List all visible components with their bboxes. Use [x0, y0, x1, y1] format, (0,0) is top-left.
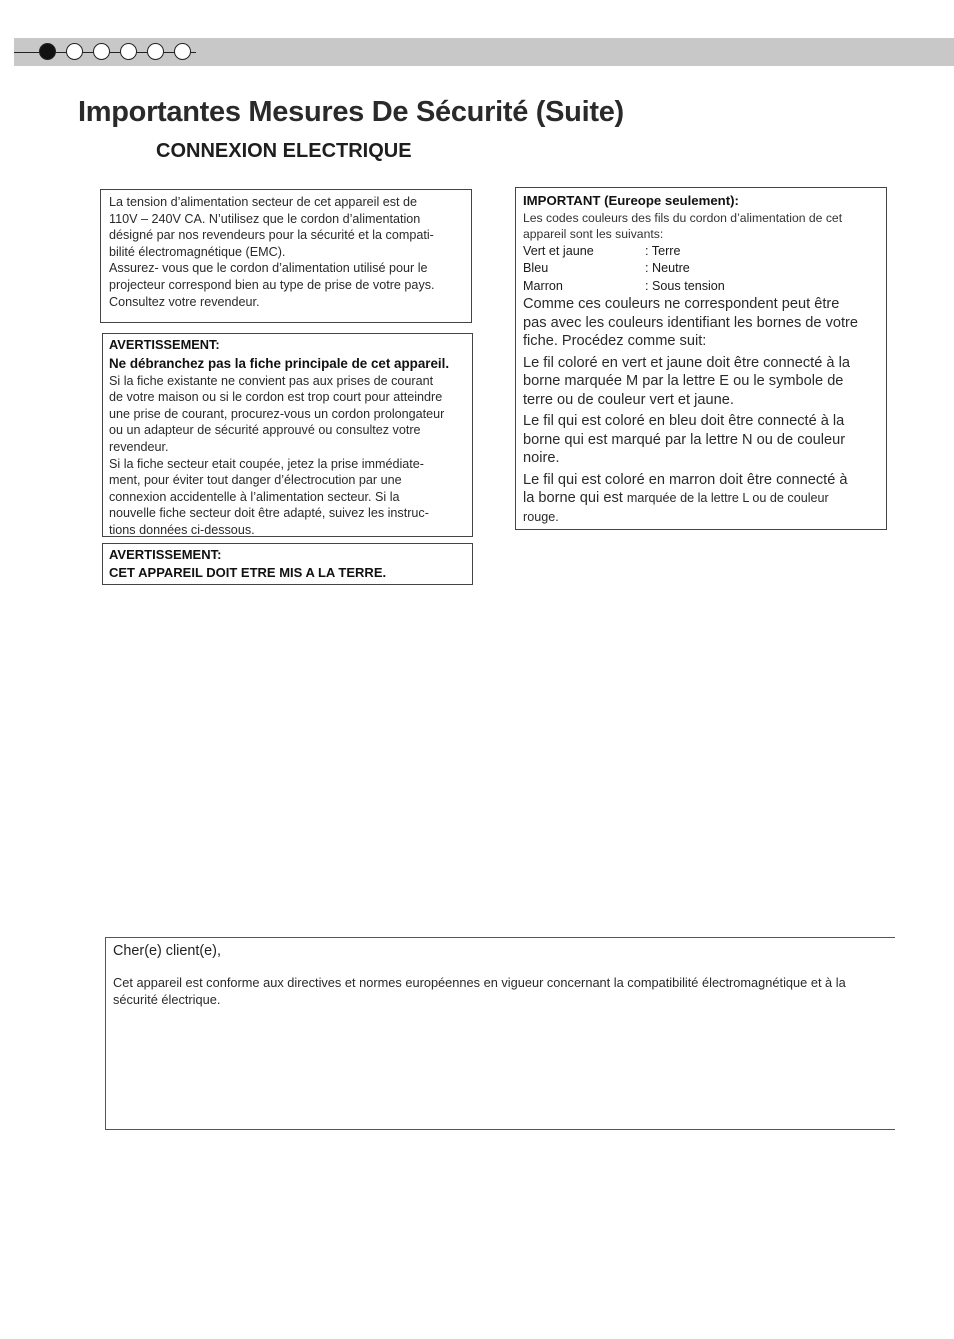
paragraph-fragment: la borne qui est: [523, 490, 627, 506]
warning-plug-line: Si la fiche existante ne convient pas aux prises de courant: [109, 373, 434, 388]
color-code-row: [523, 278, 879, 296]
warning-plug-title: AVERTISSEMENT:: [109, 337, 220, 352]
warning-earth-box: [102, 543, 473, 585]
warning-plug-line: une prise de courant, procurez-vous un cordon prolongateur: [109, 406, 445, 421]
mains-line: désigné par nos revendeurs pour la sécurité et la compati-: [109, 228, 434, 243]
paragraph-line: Comme ces couleurs ne correspondent peut être: [523, 296, 840, 312]
paragraph-line: fiche. Procédez comme suit:: [523, 333, 707, 349]
paragraph-line: Le fil qui est coloré en bleu doit être connecté à la: [523, 413, 845, 429]
paragraph-line: Le fil qui est coloré en marron doit être connecté à: [523, 471, 848, 488]
warning-plug-line: de votre maison ou si le cordon est trop court pour atteindre: [109, 390, 443, 405]
warning-plug-line: Si la fiche secteur etait coupée, jetez la prise immédiate-: [109, 456, 424, 471]
page-indicator-dot: [66, 43, 83, 60]
page-indicator-dot: [120, 43, 137, 60]
warning-plug-subtitle: Ne débranchez pas la fiche principale de cet appareil.: [109, 355, 450, 371]
mains-line: Consultez votre revendeur.: [109, 294, 260, 309]
color-code-meaning: : Neutre: [645, 261, 690, 275]
page-indicator-dot: [174, 43, 191, 60]
mains-voltage-box: [100, 189, 472, 323]
mains-line: La tension d’alimentation secteur de cet appareil est de: [109, 195, 418, 209]
paragraph-line: Le fil coloré en vert et jaune doit être connecté à la: [523, 354, 850, 371]
mains-line: 110V – 240V CA. N’utilisez que le cordon d’alimentation: [109, 211, 421, 226]
paragraph-line: borne marquée M par la lettre E ou le symbole de: [523, 373, 844, 389]
mains-line: projecteur correspond bien au type de prise de votre pays.: [109, 277, 435, 292]
color-code-meaning: : Sous tension: [645, 278, 725, 293]
warning-earth-text: CET APPAREIL DOIT ETRE MIS A LA TERRE.: [109, 564, 387, 580]
paragraph-line: pas avec les couleurs identifiant les bornes de votre: [523, 314, 859, 331]
color-code-row: [523, 243, 879, 261]
paragraph-line: rouge.: [523, 509, 559, 524]
page-indicator-dot: [93, 43, 110, 60]
dear-customer-box: [105, 937, 895, 1130]
paragraph-line-mixed: [523, 489, 879, 508]
page-indicator-dot: [147, 43, 164, 60]
paragraph-line: noire.: [523, 450, 560, 466]
warning-plug-line: tions données ci-dessous.: [109, 522, 255, 537]
warning-plug-line: ment, pour éviter tout danger d’électrocution par une: [109, 473, 402, 488]
important-intro-line: appareil sont les suivants:: [523, 227, 664, 241]
section-title: CONNEXION ELECTRIQUE: [156, 140, 412, 162]
color-code-meaning: : Terre: [645, 243, 681, 258]
page-indicator-dot: [39, 43, 56, 60]
dear-customer-body: Cet appareil est conforme aux directives et normes européennes en vigueur concernant la compatibilité électromagnétique et à la sécurité électrique.: [113, 975, 846, 1007]
warning-plug-box: [102, 333, 473, 537]
important-paragraph: [523, 295, 879, 351]
color-code-row: [523, 260, 879, 278]
color-code-name: Bleu: [523, 261, 549, 275]
dear-customer-greeting: Cher(e) client(e),: [113, 943, 221, 959]
color-code-name: Marron: [523, 278, 563, 293]
paragraph-fragment-small: marquée de la lettre L ou de couleur: [626, 491, 829, 505]
paragraph-line: borne qui est marqué par la lettre N ou de couleur: [523, 431, 846, 448]
important-paragraph: [523, 412, 879, 468]
warning-plug-line: revendeur.: [109, 439, 169, 454]
mains-line: bilité électromagnétique (EMC).: [109, 244, 286, 259]
warning-earth-title: AVERTISSEMENT:: [109, 547, 222, 562]
warning-plug-line: ou un adapteur de sécurité approuvé ou consultez votre: [109, 423, 421, 438]
warning-plug-line: connexion accidentelle à l’alimentation secteur. Si la: [109, 489, 400, 504]
mains-line: Assurez- vous que le cordon d’alimentation utilisé pour le: [109, 261, 428, 276]
color-code-name: Vert et jaune: [523, 243, 594, 258]
important-paragraph: [523, 354, 879, 410]
important-paragraph: [523, 471, 879, 527]
important-europe-box: [515, 187, 887, 530]
important-title: IMPORTANT (Eureope seulement):: [523, 193, 739, 208]
paragraph-line: terre ou de couleur vert et jaune.: [523, 391, 734, 408]
important-intro-line: Les codes couleurs des fils du cordon d’alimentation de cet: [523, 210, 843, 225]
warning-plug-line: nouvelle fiche secteur doit être adapté, suivez les instruc-: [109, 506, 429, 521]
page-title: Importantes Mesures De Sécurité (Suite): [78, 96, 624, 128]
